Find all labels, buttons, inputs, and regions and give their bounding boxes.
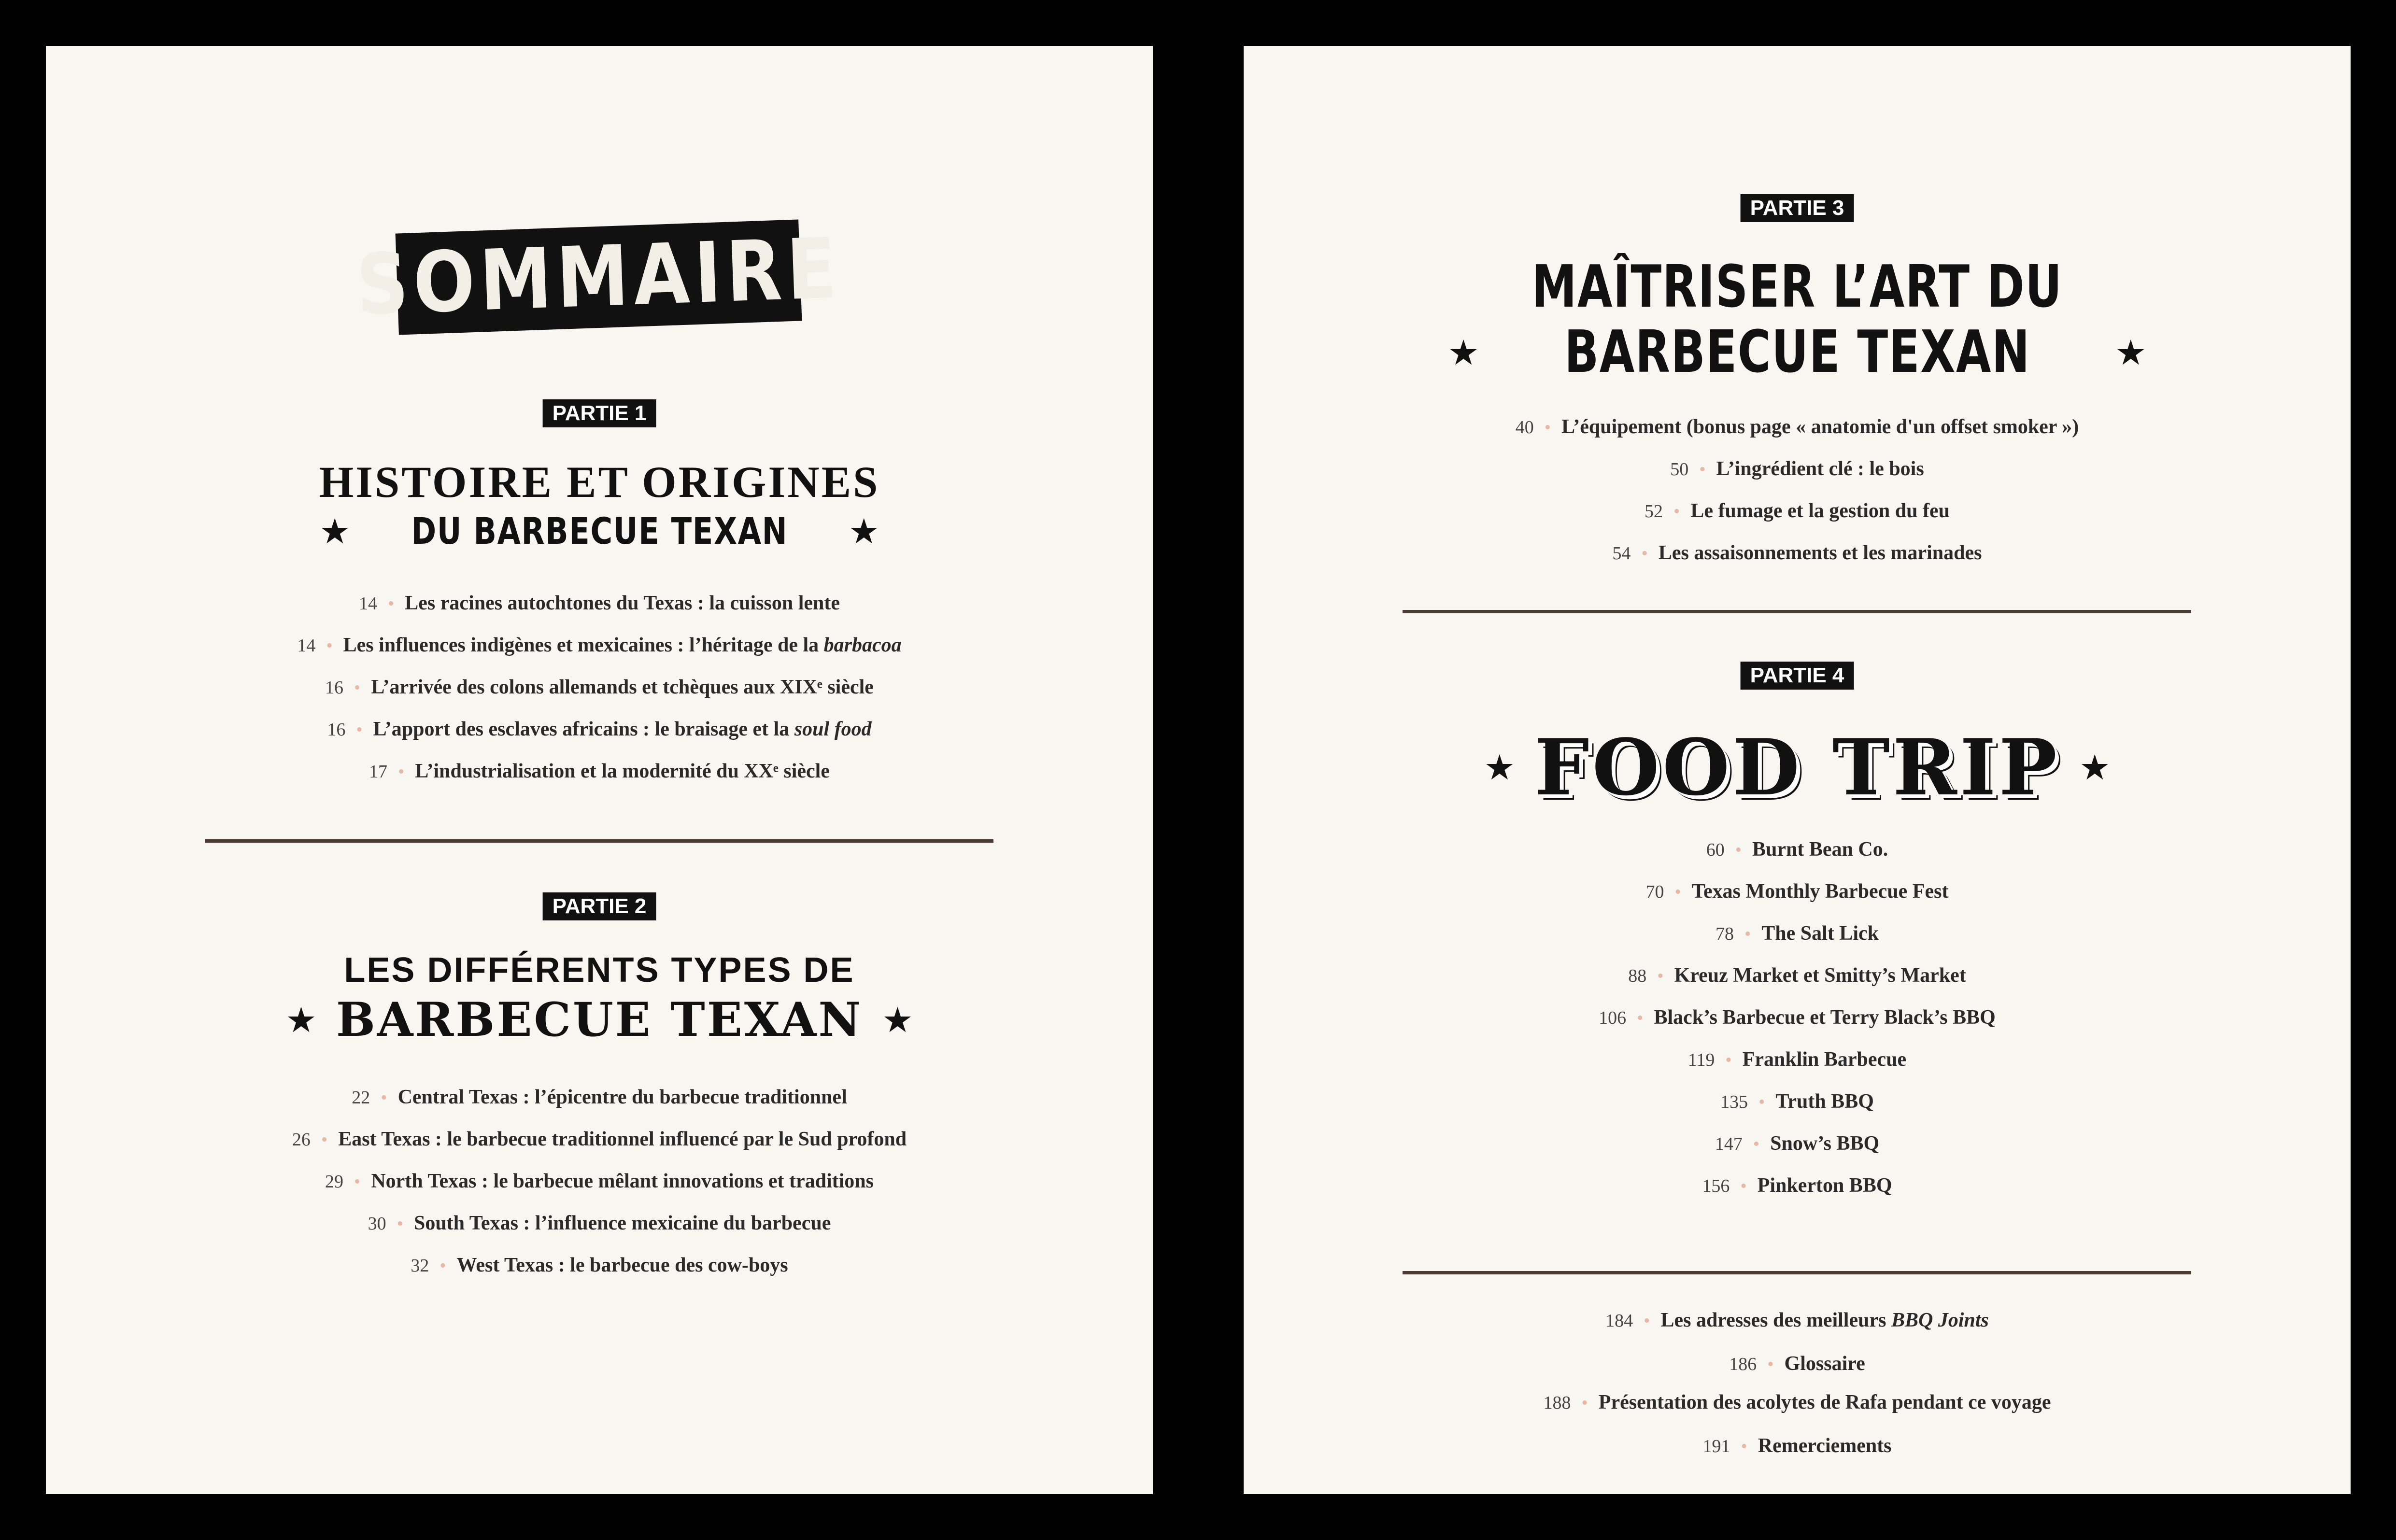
- page-number: 14: [358, 593, 377, 614]
- page-number: 88: [1628, 966, 1647, 986]
- bullet-dot-icon: •: [397, 1214, 403, 1234]
- entry-text: Les adresses des meilleurs: [1660, 1309, 1891, 1331]
- entry-text: L’ingrédient clé : le bois: [1716, 458, 1924, 480]
- entry-title: [414, 1212, 831, 1235]
- bullet-dot-icon: •: [321, 1130, 328, 1150]
- page-number: 135: [1720, 1092, 1748, 1112]
- entry-title: [1758, 1174, 1892, 1197]
- entry-italic-text: soul food: [794, 718, 872, 740]
- part3-label: PARTIE 3: [1741, 194, 1854, 222]
- bullet-dot-icon: •: [1725, 1050, 1732, 1070]
- part1-title-line2: ★ DU BARBECUE TEXAN ★: [319, 509, 880, 552]
- part2-title-line1: LES DIFFÉRENTS TYPES DE: [344, 951, 855, 989]
- bullet-dot-icon: •: [1673, 501, 1680, 522]
- toc-entry: [1670, 457, 1924, 480]
- entry-title: [457, 1254, 788, 1277]
- entry-italic-text: BBQ Joints: [1891, 1309, 1989, 1331]
- entry-text: East Texas : le barbecue traditionnel influencé par le Sud profond: [338, 1128, 907, 1150]
- bullet-dot-icon: •: [354, 1172, 361, 1192]
- bullet-dot-icon: •: [398, 762, 405, 782]
- bullet-dot-icon: •: [1644, 1311, 1650, 1331]
- page-number: 40: [1515, 417, 1534, 438]
- entry-text: Les assaisonnements et les marinades: [1658, 542, 1982, 564]
- entry-title: [415, 760, 830, 783]
- entry-text: L’arrivée des colons allemands et tchèques aux XIXᵉ siècle: [371, 676, 874, 698]
- entry-text: West Texas : le barbecue des cow-boys: [456, 1254, 788, 1276]
- page-number: 52: [1645, 501, 1663, 522]
- page-number: 50: [1670, 459, 1689, 480]
- toc-entry: [292, 1128, 907, 1151]
- page-number: 17: [369, 762, 388, 782]
- bullet-dot-icon: •: [440, 1256, 446, 1276]
- entry-title: [1692, 880, 1949, 903]
- page-number: 26: [292, 1130, 311, 1150]
- bullet-dot-icon: •: [1699, 459, 1706, 480]
- star-icon: ★: [1447, 332, 1479, 373]
- part2-title-line2: ★ BARBECUE TEXAN ★: [285, 992, 913, 1047]
- entry-title: [373, 718, 872, 741]
- entry-title: [1743, 1048, 1907, 1071]
- star-icon: ★: [2079, 747, 2111, 788]
- entry-text: Pinkerton BBQ: [1757, 1174, 1892, 1197]
- star-icon: ★: [2115, 332, 2147, 373]
- entry-title: [1674, 964, 1966, 987]
- toc-entry: [1605, 1309, 1989, 1332]
- toc-entry: [352, 1086, 847, 1109]
- entry-text: Franklin Barbecue: [1742, 1048, 1907, 1071]
- bullet-dot-icon: •: [326, 636, 333, 656]
- bullet-dot-icon: •: [387, 593, 395, 614]
- bullet-dot-icon: •: [1544, 417, 1551, 438]
- page-number: 191: [1702, 1436, 1730, 1456]
- entry-title: [1716, 457, 1924, 480]
- toc-entry: [1613, 541, 1982, 565]
- page-number: 147: [1715, 1134, 1743, 1154]
- page-number: 60: [1706, 840, 1725, 860]
- page-number: 32: [411, 1256, 429, 1276]
- toc-entry: [1543, 1391, 2051, 1414]
- entry-title: [338, 1128, 907, 1151]
- page-number: 188: [1543, 1393, 1571, 1413]
- entry-title: [1775, 1090, 1873, 1113]
- section-divider: [1403, 610, 2191, 613]
- bullet-dot-icon: •: [1641, 543, 1648, 564]
- entry-title: [405, 592, 840, 615]
- entry-title: [1785, 1352, 1865, 1375]
- toc-entry: [369, 760, 830, 783]
- entry-text: Snow’s BBQ: [1770, 1132, 1880, 1155]
- page-number: 30: [368, 1214, 386, 1234]
- bullet-dot-icon: •: [1740, 1176, 1747, 1196]
- entry-text: The Salt Lick: [1761, 922, 1879, 945]
- bullet-dot-icon: •: [356, 720, 363, 740]
- page-number: 156: [1702, 1176, 1730, 1196]
- entry-text: Truth BBQ: [1775, 1090, 1874, 1113]
- page-number: 186: [1729, 1354, 1757, 1374]
- entry-title: [1660, 1309, 1988, 1332]
- toc-entry: [1715, 1132, 1879, 1155]
- part1-title-line1: HISTOIRE ET ORIGINES: [319, 457, 880, 507]
- toc-entry: [1706, 838, 1888, 861]
- right-page: [1244, 46, 2351, 1494]
- entry-text: Les influences indigènes et mexicaines : l’héritage de la: [343, 634, 824, 656]
- entry-title: [1752, 838, 1888, 861]
- star-icon: ★: [285, 999, 317, 1040]
- toc-entry: [1715, 922, 1879, 945]
- toc-entry: [1729, 1352, 1865, 1375]
- entry-title: [1654, 1006, 1995, 1029]
- entry-text: Kreuz Market et Smitty’s Market: [1674, 964, 1966, 987]
- part4-label: PARTIE 4: [1741, 662, 1854, 690]
- entry-title: [1690, 499, 1950, 523]
- bullet-dot-icon: •: [1735, 840, 1742, 860]
- bullet-dot-icon: •: [381, 1088, 387, 1108]
- bullet-dot-icon: •: [1758, 1092, 1765, 1112]
- toc-entry: [297, 634, 901, 657]
- bullet-dot-icon: •: [354, 678, 361, 698]
- entry-text: North Texas : le barbecue mêlant innovations et traditions: [371, 1170, 874, 1192]
- entry-title: [398, 1086, 847, 1109]
- entry-title: [1761, 922, 1879, 945]
- star-icon: ★: [319, 510, 351, 551]
- page-title: SOMMAIRE: [354, 220, 843, 334]
- section-divider: [1403, 1271, 2191, 1274]
- toc-entry: [368, 1212, 831, 1235]
- page-number: 54: [1612, 543, 1631, 564]
- entry-text: L’apport des esclaves africains : le braisage et la: [373, 718, 794, 740]
- toc-entry: [1516, 415, 2079, 438]
- part1-label: PARTIE 1: [543, 399, 656, 427]
- entry-text: Burnt Bean Co.: [1752, 838, 1888, 861]
- bullet-dot-icon: •: [1637, 1008, 1644, 1028]
- toc-entry: [1702, 1174, 1892, 1197]
- entry-text: Glossaire: [1784, 1353, 1865, 1375]
- toc-entry: [1645, 499, 1950, 523]
- page-number: 78: [1715, 924, 1734, 944]
- entry-text: Central Texas : l’épicentre du barbecue traditionnel: [397, 1086, 847, 1108]
- toc-entry: [327, 718, 871, 741]
- entry-title: [1659, 541, 1982, 565]
- left-page: [46, 46, 1153, 1494]
- toc-entry: [1688, 1048, 1906, 1071]
- entry-text: Les racines autochtones du Texas : la cuisson lente: [405, 592, 840, 614]
- page-number: 16: [327, 720, 346, 740]
- star-icon: ★: [848, 510, 880, 551]
- page-number: 70: [1645, 882, 1664, 902]
- entry-title: [371, 676, 874, 699]
- page-number: 119: [1687, 1050, 1715, 1070]
- entry-text: Le fumage et la gestion du feu: [1690, 500, 1950, 522]
- page-number: 14: [297, 636, 316, 656]
- part3-title-line1: MAÎTRISER L’ART DU: [1531, 254, 2063, 321]
- sommaire-title-badge: [354, 219, 843, 335]
- bullet-dot-icon: •: [1674, 882, 1681, 902]
- bullet-dot-icon: •: [1767, 1354, 1774, 1374]
- part2-label: PARTIE 2: [543, 892, 656, 920]
- toc-entry: [411, 1254, 788, 1277]
- entry-text: L’équipement (bonus page « anatomie d'un offset smoker »): [1561, 416, 2079, 438]
- bullet-dot-icon: •: [1741, 1436, 1747, 1456]
- section-divider: [205, 839, 993, 843]
- entry-text: Black’s Barbecue et Terry Black’s BBQ: [1654, 1006, 1996, 1029]
- bullet-dot-icon: •: [1581, 1393, 1588, 1413]
- entry-title: [1770, 1132, 1879, 1155]
- entry-text: L’industrialisation et la modernité du XXᵉ siècle: [415, 760, 830, 782]
- toc-entry: [325, 1170, 874, 1193]
- toc-entry: [1720, 1090, 1874, 1113]
- toc-entry: [1702, 1434, 1891, 1457]
- bullet-dot-icon: •: [1657, 966, 1664, 986]
- star-icon: ★: [882, 999, 913, 1040]
- entry-italic-text: barbacoa: [823, 634, 902, 656]
- bullet-dot-icon: •: [1744, 924, 1751, 944]
- toc-entry: [325, 676, 874, 699]
- entry-title: [1599, 1391, 2051, 1414]
- entry-title: [343, 634, 902, 657]
- star-icon: ★: [1484, 747, 1516, 788]
- page-number: 16: [325, 678, 344, 698]
- entry-title: [1758, 1434, 1892, 1457]
- toc-entry: [1599, 1006, 1996, 1029]
- page-number: 106: [1599, 1008, 1627, 1028]
- page-number: 29: [325, 1172, 344, 1192]
- toc-entry: [1628, 964, 1966, 987]
- page-number: 184: [1605, 1311, 1633, 1331]
- toc-entry: [359, 592, 840, 615]
- bullet-dot-icon: •: [1753, 1134, 1760, 1154]
- part4-title: ★ FOOD TRIP ★: [1484, 722, 2111, 813]
- entry-text: Texas Monthly Barbecue Fest: [1691, 880, 1949, 903]
- part3-title-line2: ★ BARBECUE TEXAN ★: [1447, 319, 2147, 386]
- page-number: 22: [352, 1088, 370, 1108]
- entry-title: [1561, 415, 2079, 438]
- entry-text: South Texas : l’influence mexicaine du barbecue: [413, 1212, 831, 1234]
- entry-text: Présentation des acolytes de Rafa pendant ce voyage: [1598, 1391, 2051, 1413]
- entry-text: Remerciements: [1758, 1435, 1892, 1457]
- entry-title: [371, 1170, 874, 1193]
- toc-entry: [1646, 880, 1949, 903]
